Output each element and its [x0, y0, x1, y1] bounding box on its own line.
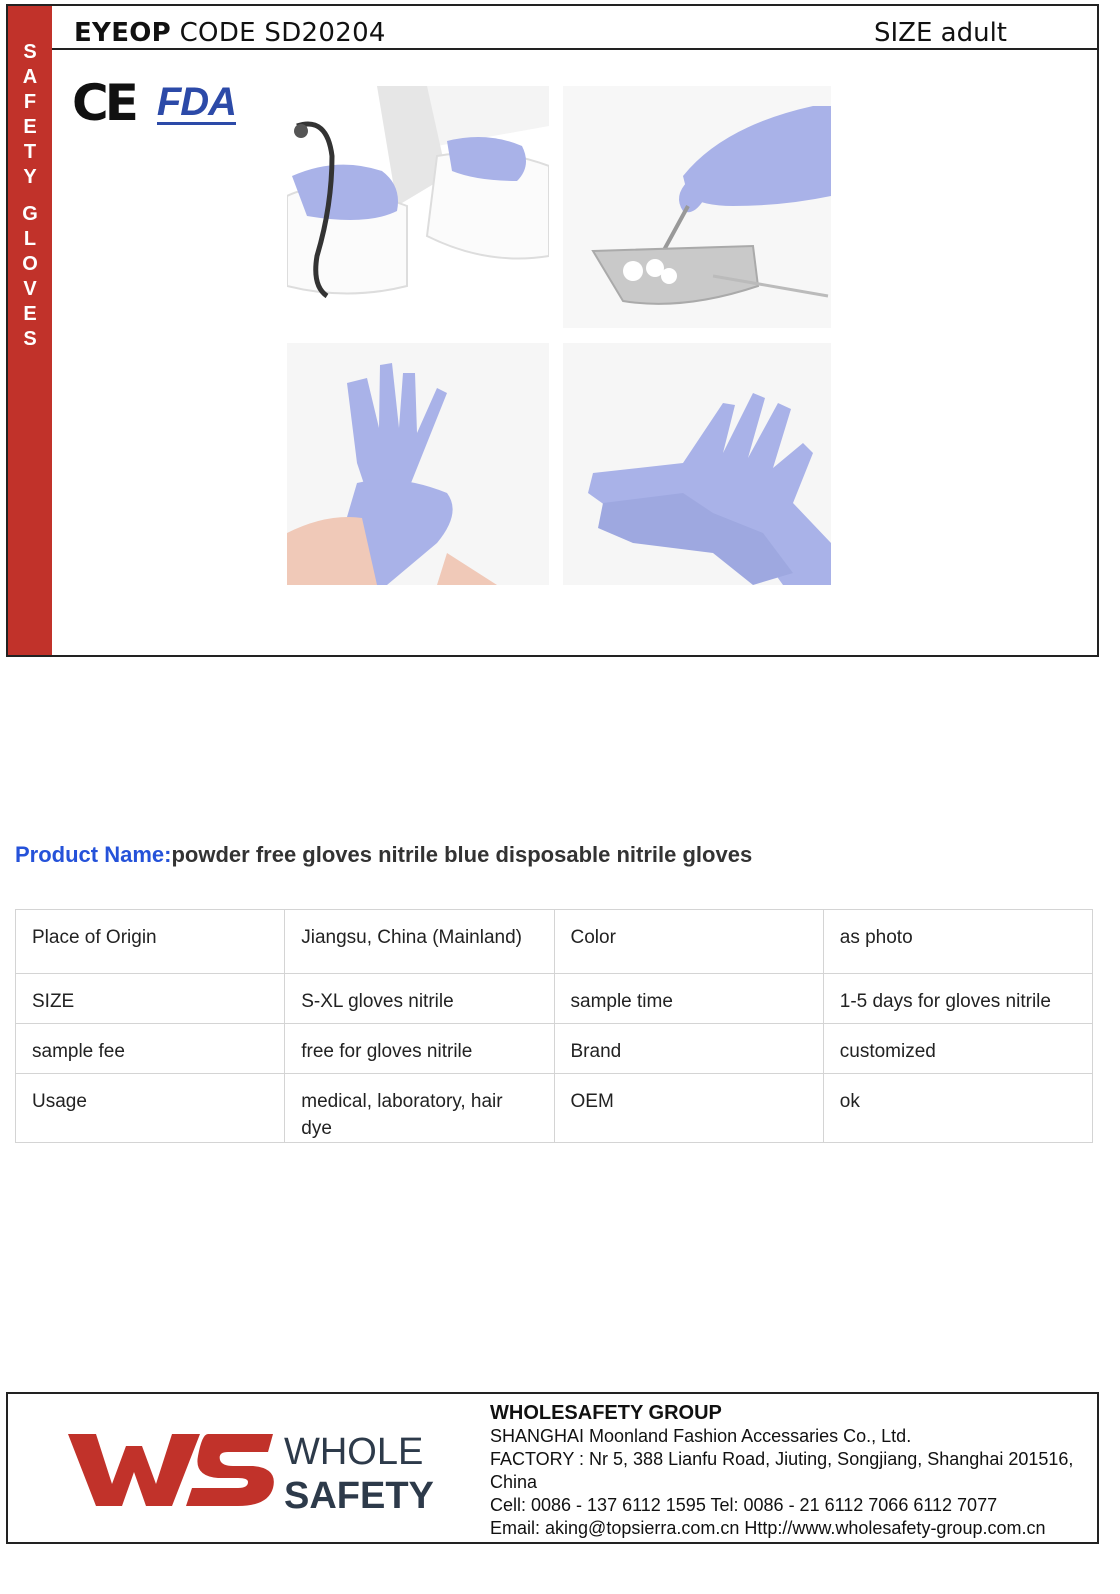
- photo-tweezers-tray: [563, 86, 831, 328]
- product-name-value: powder free gloves nitrile blue disposable nitrile gloves: [171, 842, 753, 867]
- wholesafety-logo: [68, 1424, 448, 1514]
- strip-letter: O: [22, 253, 38, 275]
- product-card: [6, 4, 1099, 657]
- factory-address: FACTORY : Nr 5, 388 Lianfu Road, Jiuting, Songjiang, Shanghai 201516, China: [490, 1449, 1074, 1492]
- gloved-hands-pair-icon: [563, 343, 831, 585]
- photo-putting-on-glove: [287, 343, 549, 585]
- specification-table: [15, 909, 1093, 1143]
- spec-key: Place of Origin: [16, 910, 285, 974]
- table-row: [16, 974, 1093, 1024]
- spec-value: as photo: [823, 910, 1092, 974]
- putting-on-glove-icon: [287, 343, 549, 585]
- strip-letter: T: [23, 141, 37, 163]
- spec-key: sample time: [554, 974, 823, 1024]
- spec-key: SIZE: [16, 974, 285, 1024]
- strip-letter: S: [23, 41, 37, 63]
- logo-word2: SAFETY: [284, 1475, 434, 1514]
- table-row: [16, 1074, 1093, 1143]
- size-label: SIZE adult: [873, 18, 1007, 48]
- spec-value: ok: [823, 1074, 1092, 1143]
- product-code: [74, 18, 386, 48]
- strip-letter: S: [23, 328, 37, 350]
- spec-key: Usage: [16, 1074, 285, 1143]
- strip-letter: A: [22, 66, 38, 88]
- strip-letter: G: [22, 203, 38, 225]
- strip-letter: V: [23, 278, 37, 300]
- brand-name: EYEOP: [74, 18, 172, 48]
- gloved-arms-crossed-doctor-icon: [287, 86, 549, 328]
- strip-letter: E: [23, 303, 37, 325]
- company-footer: [6, 1392, 1099, 1544]
- strip-letter: Y: [23, 166, 37, 188]
- spec-value: medical, laboratory, hair dye: [285, 1074, 554, 1143]
- group-name: WHOLESAFETY GROUP: [490, 1402, 722, 1424]
- photo-doctor-gloved-arms: [287, 86, 549, 328]
- side-strip: [8, 6, 52, 655]
- email-website: Email: aking@topsierra.com.cn Http://www.wholesafety-group.com.cn: [490, 1518, 1046, 1538]
- product-name-line: [15, 842, 752, 868]
- product-name-label: Product Name:: [15, 842, 172, 867]
- spec-value: free for gloves nitrile: [285, 1024, 554, 1074]
- photo-gloved-hands-pair: [563, 343, 831, 585]
- spec-key: Brand: [554, 1024, 823, 1074]
- fda-mark-icon: [156, 79, 237, 125]
- table-row: [16, 910, 1093, 974]
- spec-key: Color: [554, 910, 823, 974]
- spec-value: Jiangsu, China (Mainland): [285, 910, 554, 974]
- company-info: [490, 1402, 1090, 1540]
- strip-letter: F: [23, 91, 37, 113]
- fda-text: FDA: [156, 79, 237, 124]
- certification-marks: [72, 74, 237, 132]
- code-label: CODE SD20204: [179, 18, 386, 48]
- ce-mark-icon: CE: [72, 74, 135, 132]
- gloved-hand-with-tweezers-tray-icon: [563, 86, 831, 328]
- company-name: SHANGHAI Moonland Fashion Accessaries Co., Ltd.: [490, 1426, 912, 1446]
- strip-letter: E: [23, 116, 37, 138]
- spec-key: sample fee: [16, 1024, 285, 1074]
- spec-value: 1-5 days for gloves nitrile: [823, 974, 1092, 1024]
- strip-letter: L: [23, 228, 37, 250]
- spec-key: OEM: [554, 1074, 823, 1143]
- phone-numbers: Cell: 0086 - 137 6112 1595 Tel: 0086 - 21 6112 7066 6112 7077: [490, 1495, 998, 1515]
- table-row: [16, 1024, 1093, 1074]
- header-bar: [52, 6, 1097, 50]
- ws-logo-icon: [68, 1424, 448, 1514]
- logo-word1: WHOLE: [284, 1431, 424, 1473]
- spec-value: S-XL gloves nitrile: [285, 974, 554, 1024]
- spec-value: customized: [823, 1024, 1092, 1074]
